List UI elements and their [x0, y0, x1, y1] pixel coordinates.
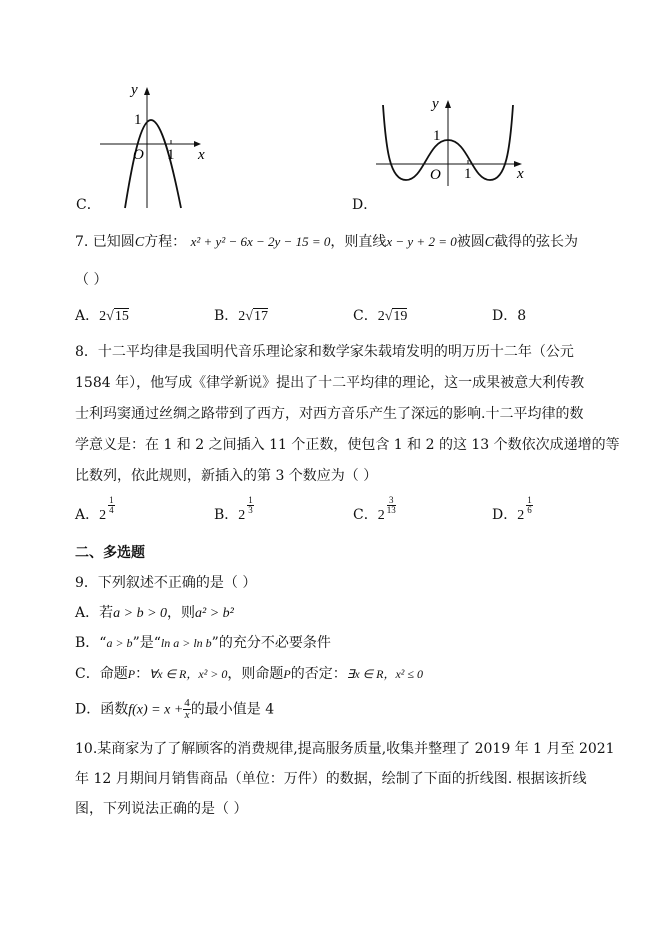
- exp-numerator: 1: [248, 495, 253, 505]
- exp-denominator: 4: [109, 505, 114, 515]
- exp-numerator: 1: [109, 495, 114, 505]
- power-base: 2: [238, 508, 246, 523]
- graph-d-label: D．: [352, 197, 378, 213]
- graph-c-y-arrow: [144, 87, 150, 95]
- q7-text: 截得的弦长为: [494, 234, 579, 250]
- option-value: 2: [238, 309, 246, 324]
- option-text: ：: [135, 666, 150, 682]
- graph-d-origin: O: [430, 167, 441, 183]
- exp-numerator: 3: [387, 496, 396, 506]
- option-math: ln a > ln b: [160, 636, 212, 650]
- option-text: ，则命题: [227, 666, 284, 682]
- q9-option-c: [75, 664, 423, 684]
- q7-equation: x² + y² − 6x − 2y − 15 = 0: [190, 234, 331, 249]
- graph-d-y-label: y: [432, 96, 439, 112]
- q7-option-c: [353, 305, 407, 325]
- power-base: 2: [377, 508, 385, 523]
- sqrt-sign: √: [384, 309, 393, 324]
- q9-stem: 9．下列叙述不正确的是（ ）: [75, 575, 257, 591]
- option-text: A．若: [75, 605, 114, 621]
- q9-option-b: [75, 633, 331, 653]
- option-math: a > b > 0: [113, 606, 168, 621]
- option-radicand: 17: [253, 309, 268, 324]
- option-label: B．: [214, 507, 239, 523]
- q8-line-5: 比数列，依此规则，新插入的第 3 个数应为（ ）: [75, 468, 378, 484]
- q9-option-d: [75, 698, 274, 721]
- graph-d-x-label: x: [517, 166, 524, 182]
- graph-c: [95, 78, 215, 210]
- exp-denominator: 3: [248, 505, 253, 515]
- q8-option-c: [353, 495, 396, 524]
- graph-d: [372, 90, 532, 190]
- q8-option-b: [214, 495, 253, 524]
- q7-option-b: [214, 305, 268, 325]
- q8-option-d: [492, 495, 532, 524]
- option-text: ”的充分不必要条件: [211, 635, 331, 651]
- option-math: P: [283, 667, 291, 681]
- q7-text: 被圆: [456, 234, 485, 250]
- option-label: C．: [353, 308, 378, 324]
- power-base: 2: [517, 508, 525, 523]
- sqrt-sign: √: [245, 309, 253, 324]
- option-text: 的最小值是 4: [190, 701, 275, 718]
- q7-text: 方程：: [144, 234, 187, 250]
- option-label: A．: [75, 308, 100, 324]
- option-math: P: [127, 667, 136, 681]
- option-label: C．: [353, 507, 378, 523]
- option-label: B．: [214, 308, 239, 324]
- exp-denominator: 6: [527, 505, 532, 515]
- option-radicand: 15: [114, 309, 129, 324]
- q7-stem: [75, 232, 578, 253]
- option-power: [377, 495, 396, 524]
- graph-c-one-x: 1: [167, 147, 175, 163]
- power-base: 2: [99, 508, 107, 523]
- q8-option-a: [75, 495, 114, 524]
- q7-line-equation: x − y + 2 = 0: [386, 234, 457, 249]
- option-power: [517, 495, 532, 524]
- option-text: ，则: [167, 605, 196, 621]
- option-label: A．: [75, 507, 100, 523]
- q7-option-a: [75, 305, 129, 325]
- q8-line-3: 士利玛窦通过丝绸之路带到了西方，对西方音乐产生了深远的影响.十二平均律的数: [75, 406, 584, 422]
- fraction-denominator: x: [184, 709, 190, 721]
- q7-text: ，则直线: [330, 234, 387, 250]
- q8-line-1: 8．十二平均律是我国明代音乐理论家和数学家朱载堉发明的明万历十二年（公元: [75, 344, 574, 360]
- option-text: C．命题: [75, 666, 128, 682]
- q9-option-a: [75, 603, 234, 624]
- sqrt-sign: √: [106, 309, 114, 324]
- graph-c-curve: [125, 120, 181, 208]
- graph-c-label: C．: [76, 197, 101, 213]
- q7-option-d: D．8: [492, 308, 527, 324]
- q7-circle-name: C: [484, 235, 495, 250]
- option-text: 的否定：: [290, 666, 347, 682]
- q10-line-1: 10.某商家为了了解顾客的消费规律,提高服务质量,收集并整理了 2019 年 1 月至 2021: [75, 741, 615, 757]
- graph-c-one-y: 1: [134, 112, 142, 128]
- q10-line-3: 图，下列说法正确的是（ ）: [75, 801, 248, 817]
- option-radicand: 19: [393, 309, 408, 324]
- graph-d-one-x: 1: [464, 166, 472, 182]
- section-heading: 二、多选题: [75, 545, 145, 561]
- option-math: ∃x ∈ R，x² ≤ 0: [346, 667, 423, 681]
- graph-c-origin: O: [133, 147, 144, 163]
- exp-numerator: 1: [527, 495, 532, 505]
- option-math: a > b: [106, 636, 133, 650]
- graph-c-x-label: x: [198, 147, 205, 163]
- option-text: B．“: [75, 635, 107, 651]
- option-value: 2: [377, 309, 385, 324]
- q7-text: 7. 已知圆: [75, 234, 135, 250]
- graph-c-y-label: y: [131, 82, 138, 98]
- option-value: 2: [99, 309, 107, 324]
- q8-line-2: 1584 年），他写成《律学新说》提出了十二平均律的理论，这一成果被意大利传教: [75, 375, 585, 391]
- option-power: [238, 495, 253, 524]
- q7-circle-name: C: [134, 235, 145, 250]
- option-power: [99, 495, 114, 524]
- option-label: D．: [492, 507, 518, 523]
- q8-line-4: 学意义是：在 1 和 2 之间插入 11 个正数，使包含 1 和 2 的这 13 个数依次成递增的等: [75, 437, 620, 453]
- option-math: f(x) = x +: [128, 702, 184, 718]
- option-fraction: [183, 698, 191, 721]
- graph-d-one-y: 1: [433, 128, 441, 144]
- fraction-numerator: 4: [184, 697, 190, 709]
- graph-d-y-arrow: [445, 100, 451, 108]
- option-text: ”是“: [132, 635, 161, 651]
- option-math: a² > b²: [195, 606, 234, 621]
- exp-denominator: 13: [386, 505, 396, 515]
- q7-paren: （ ）: [75, 272, 108, 288]
- option-text: D．函数: [75, 701, 129, 718]
- q10-line-2: 年 12 月期间月销售商品（单位：万件）的数据，绘制了下面的折线图. 根据该折线: [75, 771, 587, 787]
- option-math: ∀x ∈ R，x² > 0: [149, 667, 228, 681]
